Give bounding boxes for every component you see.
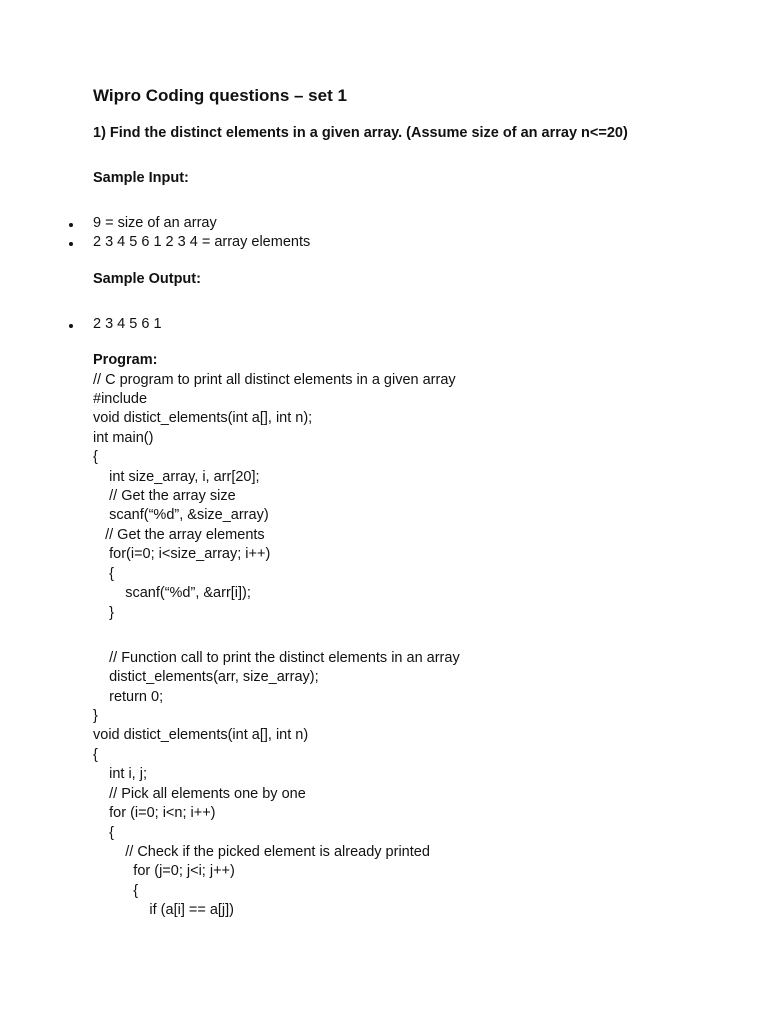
- code-line: scanf(“%d”, &size_array): [93, 507, 269, 523]
- document-title: Wipro Coding questions – set 1: [93, 86, 347, 105]
- list-item-text: 2 3 4 5 6 1: [93, 316, 162, 332]
- bullet-icon: [69, 223, 73, 227]
- code-line: // Get the array size: [93, 488, 236, 504]
- question-text: 1) Find the distinct elements in a given array. (Assume size of an array n<=20): [93, 125, 628, 141]
- code-line: // Pick all elements one by one: [93, 786, 306, 802]
- code-line: // Function call to print the distinct elements in an array: [93, 650, 460, 666]
- list-item-text: 9 = size of an array: [93, 215, 217, 231]
- list-item-text: 2 3 4 5 6 1 2 3 4 = array elements: [93, 234, 311, 250]
- code-line: {: [93, 825, 114, 841]
- code-line: void distict_elements(int a[], int n);: [93, 410, 313, 426]
- code-line: scanf(“%d”, &arr[i]);: [93, 585, 251, 601]
- code-line: int size_array, i, arr[20];: [93, 469, 260, 485]
- code-line: }: [93, 708, 98, 724]
- code-line: {: [93, 747, 98, 763]
- code-line: int main(): [93, 430, 154, 446]
- code-line: {: [93, 566, 114, 582]
- bullet-icon: [69, 324, 73, 328]
- sample-input-heading: Sample Input:: [93, 170, 189, 186]
- code-line: {: [93, 449, 98, 465]
- code-line: for (i=0; i<n; i++): [93, 805, 216, 821]
- code-line: }: [93, 605, 114, 621]
- code-line: // C program to print all distinct elements in a given array: [93, 372, 456, 388]
- code-line: {: [93, 883, 139, 899]
- code-line: if (a[i] == a[j]): [93, 902, 235, 918]
- code-line: return 0;: [93, 689, 164, 705]
- program-heading: Program:: [93, 352, 158, 368]
- code-line: distict_elements(arr, size_array);: [93, 669, 319, 685]
- code-line: void distict_elements(int a[], int n): [93, 727, 309, 743]
- bullet-icon: [69, 242, 73, 246]
- code-line: int i, j;: [93, 766, 147, 782]
- code-line: for(i=0; i<size_array; i++): [93, 546, 271, 562]
- code-line: // Get the array elements: [93, 527, 265, 543]
- code-line: #include: [93, 391, 148, 407]
- sample-output-heading: Sample Output:: [93, 271, 201, 287]
- code-line: for (j=0; j<i; j++): [93, 863, 235, 879]
- code-line: // Check if the picked element is already printed: [93, 844, 430, 860]
